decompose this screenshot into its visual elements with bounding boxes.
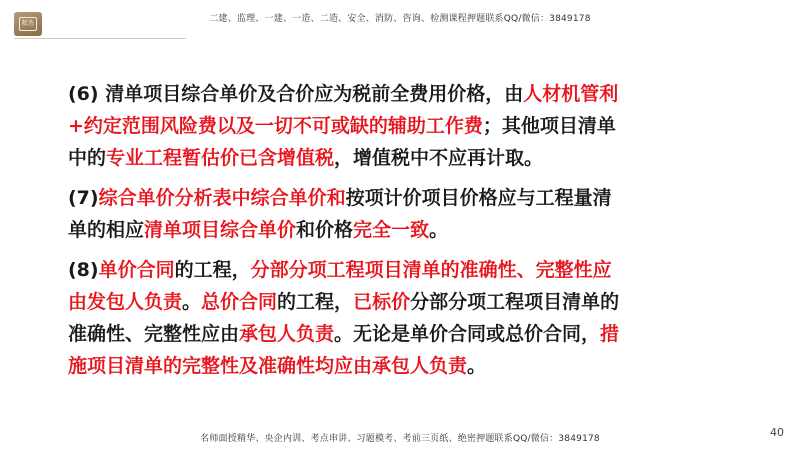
body-text: (6) 清单项目综合单价及合价应为税前全费用价格，由	[68, 83, 524, 105]
body-text: ；其他项目清单中的	[68, 115, 616, 169]
highlighted-text: 专业工程暂估价已含增值税	[106, 147, 335, 169]
highlighted-text: 承包人负责	[239, 323, 335, 345]
highlighted-text: 已标价	[353, 291, 411, 313]
header-contact-text: 二建、监理、一建、一造、二造、安全、消防、咨询、检测课程押题联系QQ/微信：3849178	[209, 14, 591, 24]
highlighted-text: 措施项目清单的完整性及准确性均应由承包人负责	[68, 323, 620, 377]
body-text: 的工程，	[277, 291, 354, 313]
highlighted-text: 人材机管利+约定范围风险费以及一切不可或缺的辅助工作费	[68, 83, 619, 137]
body-text: 。	[182, 291, 202, 313]
body-text: (8)	[68, 259, 99, 281]
body-text: ，增值税中不应再计取。	[334, 147, 544, 169]
slide-body	[68, 78, 628, 390]
highlighted-text: 综合单价分析表中综合单价和	[98, 187, 346, 209]
body-text: 。	[467, 355, 487, 377]
highlighted-text: 总价合同	[201, 291, 278, 313]
highlighted-text: 清单项目综合单价	[144, 219, 297, 241]
body-text: 分部分项工程项目清单的准确性、完整性应由	[68, 291, 620, 345]
paragraph-6	[68, 78, 628, 174]
body-text: 按项计价项目价格应与工程量清单的相应	[68, 187, 612, 241]
logo-mark: 精选	[19, 17, 37, 31]
page-number: 40	[770, 426, 784, 439]
highlighted-text: 完全一致	[353, 219, 430, 241]
body-text: 。	[429, 219, 449, 241]
highlighted-text: 单价合同	[98, 259, 175, 281]
paragraph-8	[68, 254, 628, 382]
footer-contact-text: 名师面授精华、央企内训、考点串讲、习题模考、考前三页纸、绝密押题联系QQ/微信：3849178	[200, 434, 600, 444]
header-divider	[14, 38, 186, 39]
paragraph-7	[68, 182, 628, 246]
highlighted-text: 分部分项工程项目清单的准确性、完整性应由发包人负责	[68, 259, 612, 313]
body-text: 和价格	[296, 219, 354, 241]
body-text: 的工程，	[174, 259, 251, 281]
body-text: (7)	[68, 187, 99, 209]
body-text: 。无论是单价合同或总价合同，	[334, 323, 601, 345]
